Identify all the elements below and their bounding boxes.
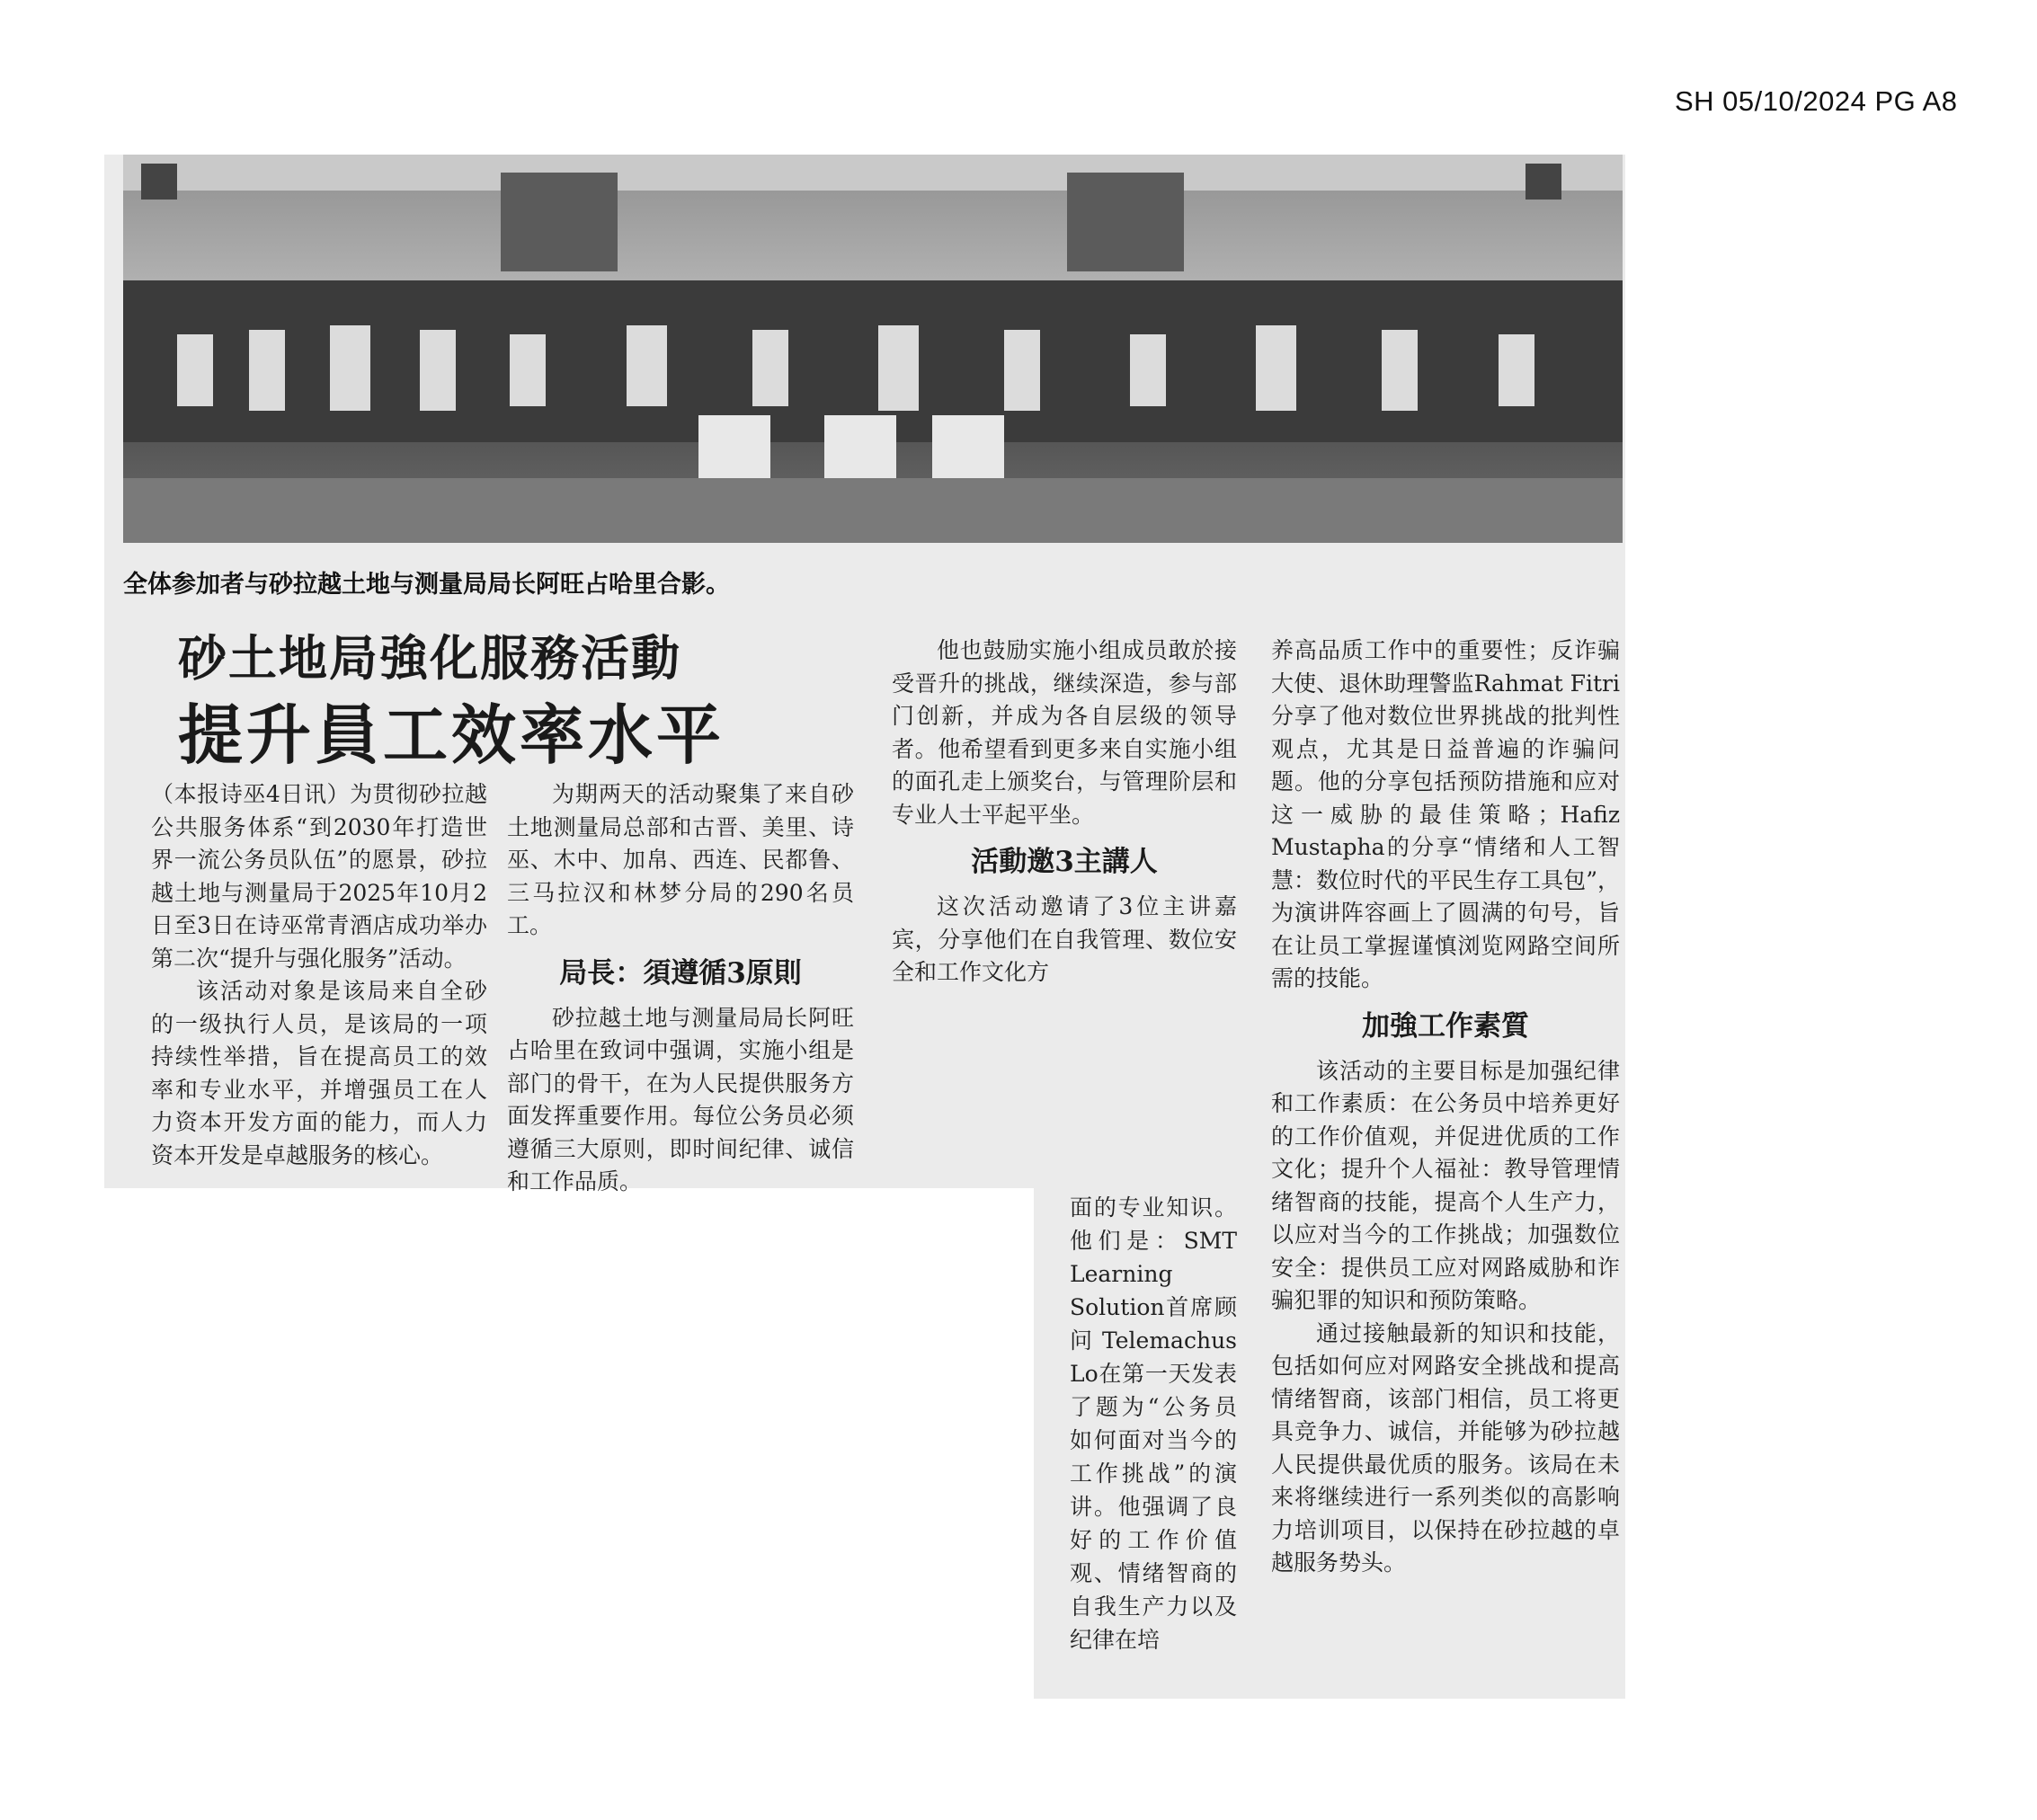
- subheading: 活動邀3主講人: [971, 846, 1158, 878]
- page-reference: SH 05/10/2024 PG A8: [1675, 85, 1958, 117]
- subheading: 局長：須遵循3原則: [559, 956, 802, 990]
- article-column-3-continued: [1070, 1191, 1237, 1656]
- paragraph: 为期两天的活动聚集了来自砂土地测量局总部和古晋、美里、诗巫、木中、加帛、西连、民都鲁、三马拉汉和林梦分局的290名员工。: [507, 781, 854, 938]
- headline-line2: 提升員工效率水平: [178, 697, 725, 773]
- paragraph: 养高品质工作中的重要性；反诈骗大使、退休助理警监Rahmat Fitri分享了他对数位世界挑战的批判性观点，尤其是日益普遍的诈骗问题。他的分享包括预防措施和应对这一威胁的最佳策略；Hafiz Mustapha的分享“情绪和人工智慧：数位时代的平民生存工具包”，为演讲阵容画上了圆满的句号，旨在让员工掌握谨慎浏览网路空间所需的技能。: [1271, 637, 1620, 991]
- article-column-2: [507, 778, 854, 1199]
- article-column-1: [151, 778, 487, 1172]
- paragraph: 面的专业知识。他们是：SMT Learning Solution首席顾问Telemachus Lo在第一天发表了题为“公务员如何面对当今的工作挑战”的演讲。他强调了良好的工作价值观、情绪智商的自我生产力以及纪律在培: [1070, 1194, 1237, 1653]
- paragraph: 砂拉越土地与测量局局长阿旺占哈里在致词中强调，实施小组是部门的骨干，在为人民提供服务方面发挥重要作用。每位公务员必须遵循三大原则，即时间纪律、诚信和工作品质。: [507, 1004, 854, 1194]
- group-photo: [123, 155, 1623, 543]
- paragraph: 他也鼓励实施小组成员敢於接受晋升的挑战，继续深造，参与部门创新，并成为各自层级的领导者。他希望看到更多来自实施小组的面孔走上颁奖台，与管理阶层和专业人士平起平坐。: [892, 637, 1237, 828]
- subheading: 加強工作素質: [1362, 1009, 1529, 1043]
- photo-caption: 全体参加者与砂拉越土地与测量局局长阿旺占哈里合影。: [123, 571, 730, 599]
- article-column-4: [1271, 635, 1620, 1580]
- article-column-3: [892, 635, 1237, 990]
- paragraph: 这次活动邀请了3位主讲嘉宾，分享他们在自我管理、数位安全和工作文化方: [892, 893, 1237, 985]
- paragraph: （本报诗巫4日讯）为贯彻砂拉越公共服务体系“到2030年打造世界一流公务员队伍”的愿景，砂拉越土地与测量局于2025年10月2日至3日在诗巫常青酒店成功举办第二次“提升与强化服务”活动。: [151, 781, 487, 972]
- paragraph: 该活动对象是该局来自全砂的一级执行人员，是该局的一项持续性举措，旨在提高员工的效率和专业水平，并增强员工在人力资本开发方面的能力，而人力资本开发是卓越服务的核心。: [151, 978, 487, 1168]
- paragraph: 通过接触最新的知识和技能，包括如何应对网路安全挑战和提高情绪智商，该部门相信，员工将更具竞争力、诚信，并能够为砂拉越人民提供最优质的服务。该局在未来将继续进行一系列类似的高影响力培训项目，以保持在砂拉越的卓越服务势头。: [1271, 1319, 1620, 1576]
- paragraph: 该活动的主要目标是加强纪律和工作素质：在公务员中培养更好的工作价值观，并促进优质的工作文化；提升个人福祉：教导管理情绪智商的技能，提高个人生产力，以应对当今的工作挑战；加强数位安全：提供员工应对网路威胁和诈骗犯罪的知识和预防策略。: [1271, 1057, 1620, 1313]
- headline-line1: 砂土地局強化服務活動: [178, 629, 681, 687]
